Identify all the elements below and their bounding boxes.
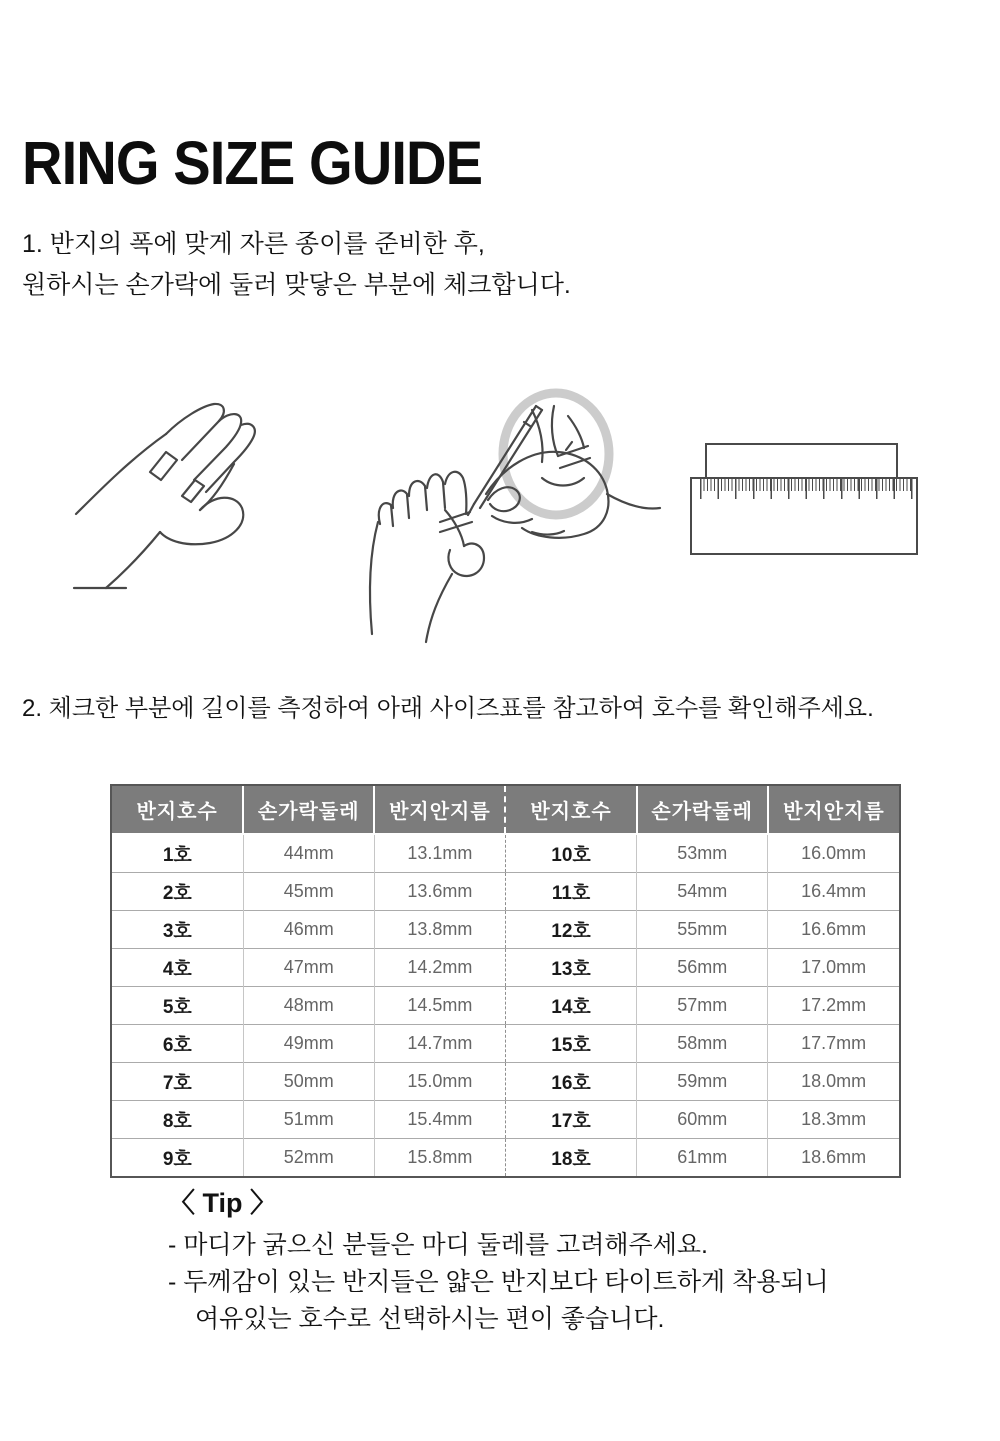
diameter-cell: 17.7mm xyxy=(768,1025,899,1063)
circumference-cell: 54mm xyxy=(637,873,768,911)
diameter-cell: 18.6mm xyxy=(768,1139,899,1177)
circumference-cell: 52mm xyxy=(243,1139,374,1177)
header-finger-circumference-right: 손가락둘레 xyxy=(637,786,768,834)
diameter-cell: 16.4mm xyxy=(768,873,899,911)
ring-size-table xyxy=(110,784,901,1178)
header-inner-diameter-left: 반지안지름 xyxy=(374,786,505,834)
ring-size-cell: 11호 xyxy=(505,873,636,911)
circumference-cell: 46mm xyxy=(243,911,374,949)
ring-size-cell: 7호 xyxy=(112,1063,243,1101)
tip-line: - 마디가 굵으신 분들은 마디 둘레를 고려해주세요. xyxy=(168,1231,708,1259)
ruler-body xyxy=(690,477,918,555)
page-title: RING SIZE GUIDE xyxy=(22,129,483,197)
header-inner-diameter-right: 반지안지름 xyxy=(768,786,899,834)
header-ring-size-left: 반지호수 xyxy=(112,786,243,834)
circumference-cell: 47mm xyxy=(243,949,374,987)
header-finger-circumference-left: 손가락둘레 xyxy=(243,786,374,834)
table-row xyxy=(112,987,899,1025)
diameter-cell: 15.0mm xyxy=(374,1063,505,1101)
paper-strip xyxy=(705,443,898,479)
diameter-cell: 15.4mm xyxy=(374,1101,505,1139)
tip-line: - 두께감이 있는 반지들은 얇은 반지보다 타이트하게 착용되니 xyxy=(168,1268,829,1296)
ruler-ticks-long xyxy=(700,479,913,499)
ring-size-cell: 15호 xyxy=(505,1025,636,1063)
circumference-cell: 56mm xyxy=(637,949,768,987)
circumference-cell: 57mm xyxy=(637,987,768,1025)
diameter-cell: 17.0mm xyxy=(768,949,899,987)
pen-marking-illustration xyxy=(336,382,666,647)
table-row xyxy=(112,873,899,911)
table-row xyxy=(112,949,899,987)
circumference-cell: 45mm xyxy=(243,873,374,911)
table-row xyxy=(112,1025,899,1063)
diameter-cell: 14.2mm xyxy=(374,949,505,987)
step1-line2: 원하시는 손가락에 둘러 맞닿은 부분에 체크합니다. xyxy=(22,271,571,299)
diameter-cell: 16.0mm xyxy=(768,834,899,873)
table-row xyxy=(112,1139,899,1177)
diameter-cell: 14.7mm xyxy=(374,1025,505,1063)
diameter-cell: 13.1mm xyxy=(374,834,505,873)
step1-instruction xyxy=(22,224,571,306)
ring-size-cell: 16호 xyxy=(505,1063,636,1101)
circumference-cell: 58mm xyxy=(637,1025,768,1063)
ring-size-cell: 10호 xyxy=(505,834,636,873)
paper-strip-fold xyxy=(182,480,204,502)
diameter-cell: 15.8mm xyxy=(374,1139,505,1177)
paper-strip-band xyxy=(150,452,177,480)
diameter-cell: 18.0mm xyxy=(768,1063,899,1101)
circumference-cell: 48mm xyxy=(243,987,374,1025)
left-hand-with-strip xyxy=(370,472,484,642)
table-row xyxy=(112,911,899,949)
circumference-cell: 51mm xyxy=(243,1101,374,1139)
circumference-cell: 53mm xyxy=(637,834,768,873)
ring-size-cell: 3호 xyxy=(112,911,243,949)
tip-heading: 〈 Tip 〉 xyxy=(168,1188,278,1218)
diameter-cell: 14.5mm xyxy=(374,987,505,1025)
table-row xyxy=(112,1101,899,1139)
ring-size-cell: 2호 xyxy=(112,873,243,911)
diameter-cell: 13.6mm xyxy=(374,873,505,911)
ring-size-cell: 4호 xyxy=(112,949,243,987)
ring-size-cell: 9호 xyxy=(112,1139,243,1177)
step1-line1: 1. 반지의 폭에 맞게 자른 종이를 준비한 후, xyxy=(22,230,485,258)
diameter-cell: 17.2mm xyxy=(768,987,899,1025)
header-ring-size-right: 반지호수 xyxy=(505,786,636,834)
step2-instruction: 2. 체크한 부분에 길이를 측정하여 아래 사이즈표를 참고하여 호수를 확인해주세요. xyxy=(22,695,874,722)
circumference-cell: 60mm xyxy=(637,1101,768,1139)
ring-size-cell: 6호 xyxy=(112,1025,243,1063)
ring-size-cell: 18호 xyxy=(505,1139,636,1177)
ring-size-cell: 12호 xyxy=(505,911,636,949)
table-row xyxy=(112,1063,899,1101)
hand-with-paper-strip-illustration xyxy=(66,392,271,607)
diameter-cell: 16.6mm xyxy=(768,911,899,949)
diameter-cell: 18.3mm xyxy=(768,1101,899,1139)
tip-section xyxy=(168,1185,829,1338)
ring-size-cell: 8호 xyxy=(112,1101,243,1139)
circumference-cell: 44mm xyxy=(243,834,374,873)
ring-size-cell: 14호 xyxy=(505,987,636,1025)
circumference-cell: 61mm xyxy=(637,1139,768,1177)
circumference-cell: 55mm xyxy=(637,911,768,949)
ring-size-cell: 5호 xyxy=(112,987,243,1025)
diameter-cell: 13.8mm xyxy=(374,911,505,949)
table-row xyxy=(112,834,899,873)
circumference-cell: 59mm xyxy=(637,1063,768,1101)
ruler-illustration xyxy=(690,400,918,558)
ring-size-cell: 1호 xyxy=(112,834,243,873)
ring-size-cell: 17호 xyxy=(505,1101,636,1139)
ring-size-cell: 13호 xyxy=(505,949,636,987)
circumference-cell: 50mm xyxy=(243,1063,374,1101)
circumference-cell: 49mm xyxy=(243,1025,374,1063)
table-header-row xyxy=(112,786,899,834)
tip-line: 여유있는 호수로 선택하시는 편이 좋습니다. xyxy=(195,1305,665,1333)
